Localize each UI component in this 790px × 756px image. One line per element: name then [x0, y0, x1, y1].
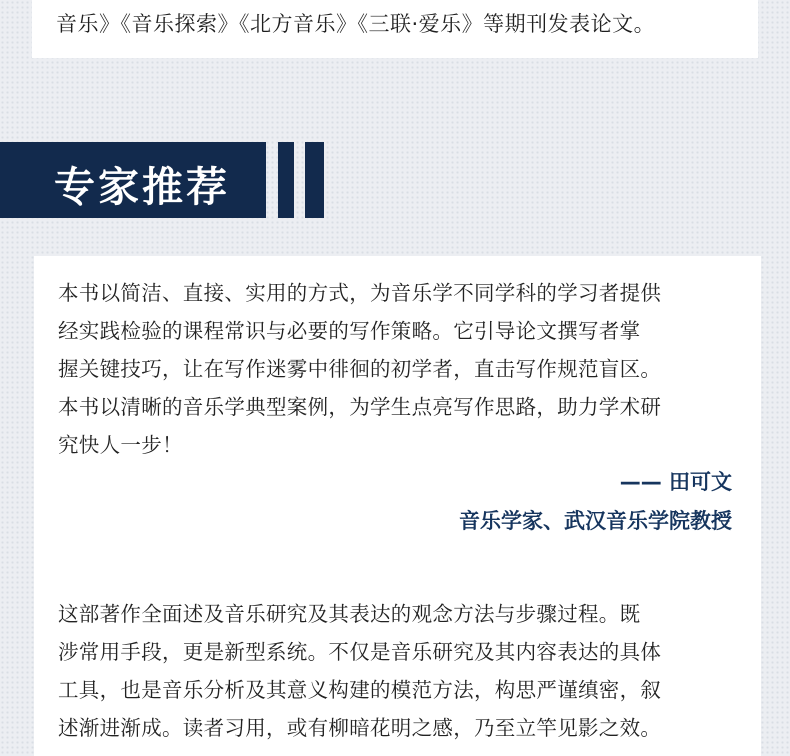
paragraph-line: 这部著作全面述及音乐研究及其表达的观念方法与步骤过程。既	[58, 602, 641, 626]
section-title: 专家推荐	[54, 163, 230, 211]
recommendation-card	[34, 256, 761, 756]
banner-stripe	[278, 142, 294, 218]
paragraph-line: 本书以清晰的音乐学典型案例，为学生点亮写作思路，助力学术研	[58, 395, 662, 419]
paragraph-line: 述渐进渐成。读者习用，或有柳暗花明之感，乃至立竿见影之效。	[58, 716, 662, 740]
section-banner	[0, 142, 266, 218]
author-title: 音乐学家、武汉音乐学院教授	[459, 509, 732, 533]
banner-stripe	[305, 142, 324, 218]
top-card-text: 音乐》《音乐探索》《北方音乐》《三联·爱乐》等期刊发表论文。	[56, 12, 656, 36]
paragraph-line: 究快人一步！	[58, 433, 183, 457]
author-signature: —— 田可文	[619, 470, 732, 494]
paragraph-line: 涉常用手段，更是新型系统。不仅是音乐研究及其内容表达的具体	[58, 640, 662, 664]
paragraph-line: 本书以简洁、直接、实用的方式，为音乐学不同学科的学习者提供	[58, 281, 662, 305]
paragraph-line: 工具，也是音乐分析及其意义构建的模范方法，构思严谨缜密，叙	[58, 678, 662, 702]
paragraph-line: 经实践检验的课程常识与必要的写作策略。它引导论文撰写者掌	[58, 319, 641, 343]
paragraph-line: 握关键技巧，让在写作迷雾中徘徊的初学者，直击写作规范盲区。	[58, 357, 662, 381]
recommendation-paragraph	[58, 274, 661, 464]
top-text-card	[32, 0, 758, 58]
review-paragraph	[58, 595, 661, 747]
